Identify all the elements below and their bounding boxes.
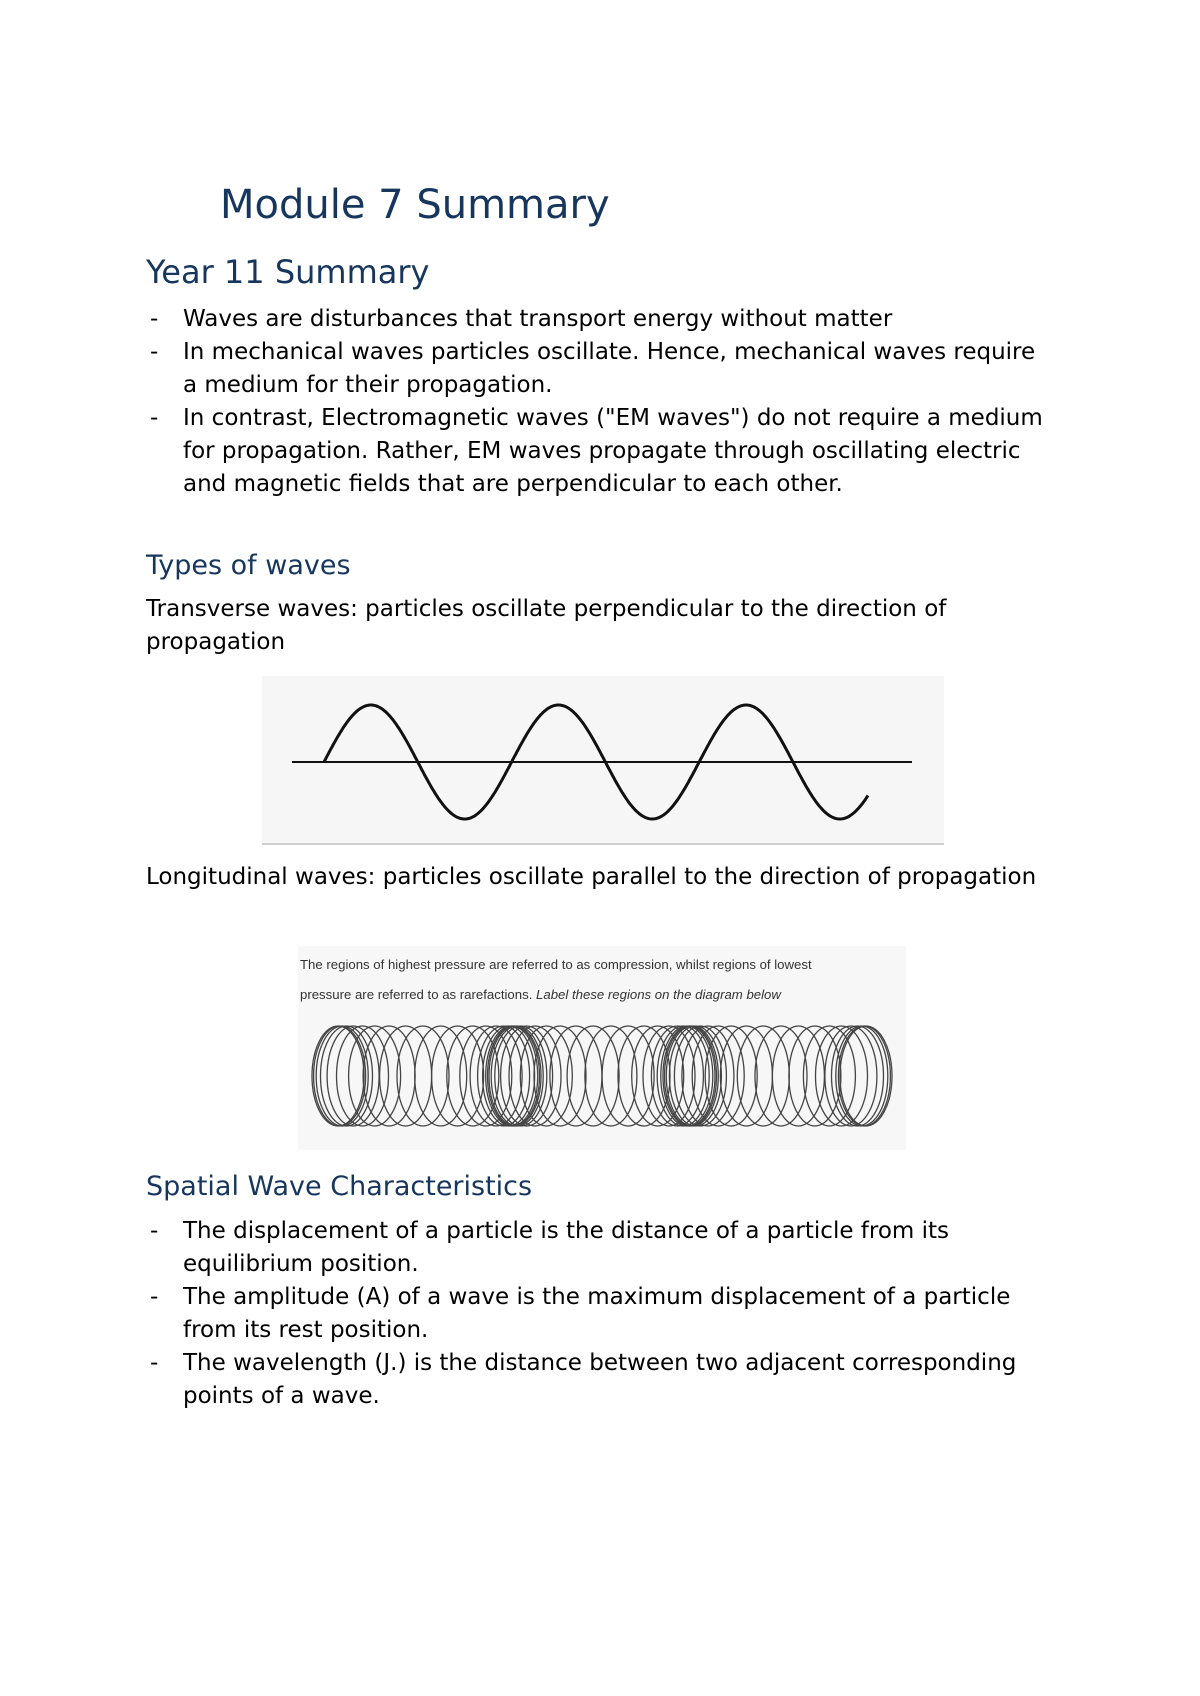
list-item-text: The wavelength (J.) is the distance between two adjacent corresponding points of a wave. [183, 1350, 1017, 1409]
spring-coil-loop [316, 1026, 368, 1126]
spring-coil-loop [321, 1026, 373, 1126]
spring-coil-loop [602, 1026, 654, 1126]
list-item [146, 303, 1046, 336]
caption-instruction: Label these regions on the diagram below [536, 987, 781, 1002]
spatial-characteristics-heading: Spatial Wave Characteristics [146, 1171, 533, 1202]
list-item [146, 1281, 1046, 1347]
spring-coil-loop [840, 1026, 892, 1126]
spring-coil-loop [550, 1026, 602, 1126]
spring-coil-loop [836, 1026, 888, 1126]
list-item-text: The amplitude (A) of a wave is the maximum displacement of a particle from its rest position. [183, 1284, 1011, 1343]
bullet-dash: - [150, 405, 159, 431]
spring-coil-loop [737, 1026, 789, 1126]
longitudinal-description: Longitudinal waves: particles oscillate parallel to the direction of propagation [146, 864, 1037, 890]
spring-coil-loop [567, 1026, 619, 1126]
spring-coil-loop [720, 1026, 772, 1126]
year-11-summary-heading: Year 11 Summary [146, 253, 430, 291]
bullet-dash: - [150, 306, 159, 332]
spring-coil-loop [349, 1026, 401, 1126]
spring-coil-loop [415, 1026, 467, 1126]
spring-coil-loop [432, 1026, 484, 1126]
spring-coil-loop [314, 1026, 366, 1126]
list-item [146, 336, 1046, 402]
spring-coil-loop [618, 1026, 670, 1126]
longitudinal-wave-figure [298, 946, 906, 1150]
spring-coil-loop [825, 1026, 877, 1126]
list-item [146, 1347, 1046, 1413]
caption-line-1: The regions of highest pressure are referred to as compression, whilst regions of lowest [300, 957, 812, 972]
spring-coil-loop [838, 1026, 890, 1126]
list-item-text: In mechanical waves particles oscillate. Hence, mechanical waves require a medium for their propagation. [183, 339, 1036, 398]
types-of-waves-heading: Types of waves [146, 550, 351, 581]
spring-coil-loop [534, 1026, 586, 1126]
spring-coil-loop [772, 1026, 824, 1126]
list-item [146, 1215, 1046, 1281]
year-11-bullet-list [146, 303, 1046, 501]
spring-coil-loop [585, 1026, 637, 1126]
spring-coil-diagram [298, 946, 906, 1150]
list-item-text: Waves are disturbances that transport energy without matter [183, 306, 893, 332]
bullet-dash: - [150, 1350, 159, 1376]
transverse-description: Transverse waves: particles oscillate perpendicular to the direction of propagation [146, 596, 947, 655]
page-title: Module 7 Summary [220, 182, 610, 228]
spring-coil-loop [327, 1026, 379, 1126]
transverse-wave-figure [262, 676, 944, 845]
list-item-text: The displacement of a particle is the distance of a particle from its equilibrium position. [183, 1218, 950, 1277]
transverse-wave-diagram [262, 676, 944, 843]
list-item-text: In contrast, Electromagnetic waves ("EM waves") do not require a medium for propagation. Rather, EM waves propagate through oscillating electric and magnetic fields that are perpendicular to each other. [183, 405, 1043, 497]
spring-coils [312, 1026, 892, 1126]
spatial-bullet-list [146, 1215, 1046, 1413]
bullet-dash: - [150, 339, 159, 365]
spring-coil-loop [755, 1026, 807, 1126]
spring-coil-loop [380, 1026, 432, 1126]
list-item [146, 402, 1046, 501]
bullet-dash: - [150, 1218, 159, 1244]
caption-line-2: pressure are referred to as rarefactions. [300, 987, 533, 1002]
spring-coil-loop [397, 1026, 449, 1126]
spring-coil-loop [832, 1026, 884, 1126]
bullet-dash: - [150, 1284, 159, 1310]
